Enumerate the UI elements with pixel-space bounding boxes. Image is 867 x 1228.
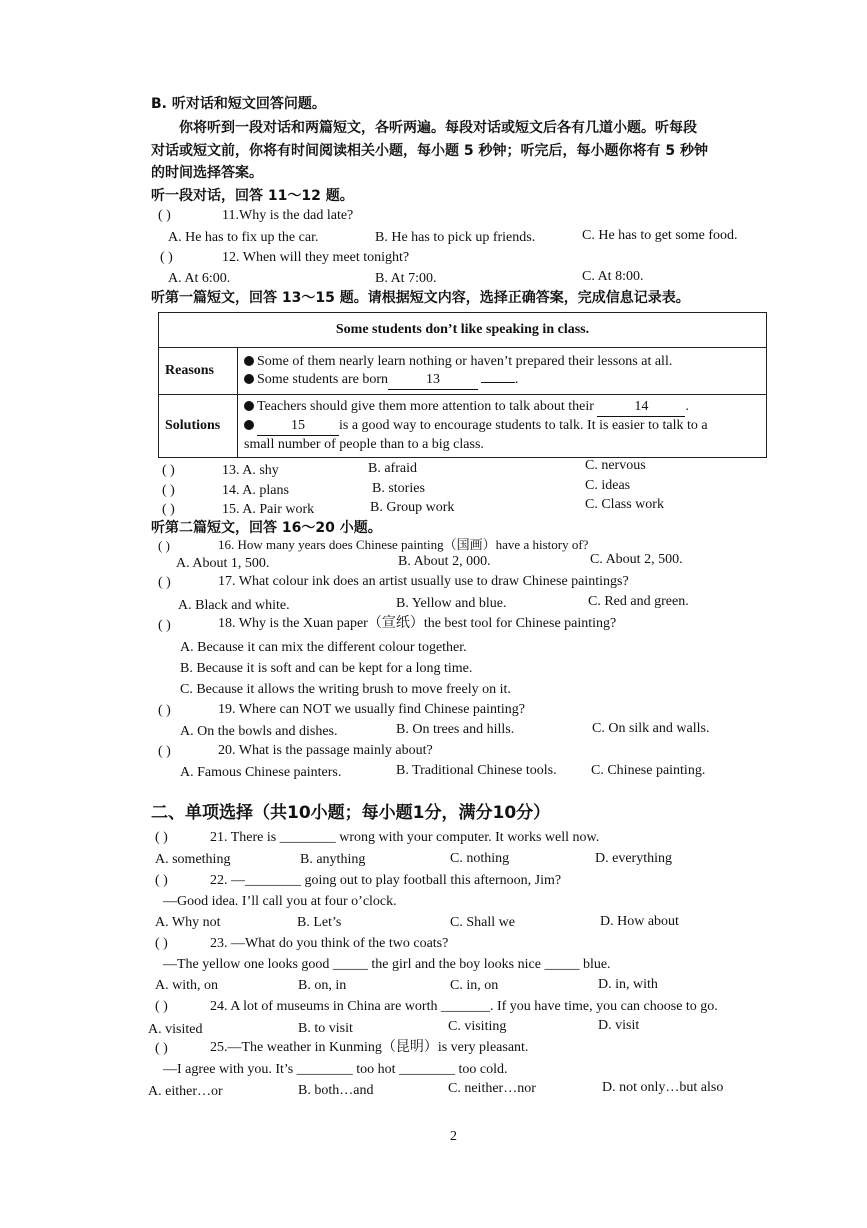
reasons-cell: Some of them nearly learn nothing or haven’t prepared their lessons at all. Some students are born 13 .: [238, 348, 767, 395]
q23-option-b: B. on, in: [298, 978, 347, 993]
q24-option-b: B. to visit: [298, 1021, 353, 1036]
q21-option-c: C. nothing: [450, 851, 510, 866]
q25-option-d: D. not only…but also: [602, 1080, 724, 1095]
q25-option-b: B. both…and: [298, 1083, 374, 1098]
q15-option-b: B. Group work: [370, 500, 455, 515]
solution-1-text: Teachers should give them more attention to talk about their: [257, 399, 594, 414]
q22-question: 22. —________ going out to play football this afternoon, Jim?: [210, 873, 562, 888]
bullet-icon: [244, 401, 254, 411]
q20-answer-paren[interactable]: ( ): [158, 744, 171, 759]
q20-option-c: C. Chinese painting.: [591, 763, 706, 778]
q21-question: 21. There is ________ wrong with your computer. It works well now.: [210, 830, 600, 845]
info-record-table: [158, 312, 767, 458]
q11-question: 11.Why is the dad late?: [222, 208, 354, 223]
q23-option-c: C. in, on: [450, 978, 499, 993]
q23-reply: —The yellow one looks good _____ the girl and the boy looks nice _____ blue.: [163, 957, 611, 972]
q15-option-a: 15. A. Pair work: [222, 502, 315, 517]
q19-answer-paren[interactable]: ( ): [158, 703, 171, 718]
q14-option-a: 14. A. plans: [222, 483, 289, 498]
q16-option-c: C. About 2, 500.: [590, 552, 683, 567]
q13-option-b: B. afraid: [368, 461, 417, 476]
q21-option-a: A. something: [155, 852, 231, 867]
q13-option-a: 13. A. shy: [222, 463, 279, 478]
q12-option-c: C. At 8:00.: [582, 269, 644, 284]
q23-question: 23. —What do you think of the two coats?: [210, 936, 449, 951]
q11-answer-paren[interactable]: ( ): [158, 208, 171, 223]
q18-answer-paren[interactable]: ( ): [158, 618, 171, 633]
q21-option-b: B. anything: [300, 852, 366, 867]
q24-option-a: A. visited: [148, 1022, 203, 1037]
q24-question: 24. A lot of museums in China are worth _______. If you have time, you can choose to go.: [210, 999, 718, 1014]
instruction-line-1: 你将听到一段对话和两篇短文，各听两遍。每段对话或短文后各有几道小题。听每段: [179, 120, 697, 136]
q17-option-a: A. Black and white.: [178, 598, 290, 613]
q24-option-d: D. visit: [598, 1018, 640, 1033]
q23-option-d: D. in, with: [598, 977, 658, 992]
q22-option-c: C. Shall we: [450, 915, 515, 930]
q15-option-c: C. Class work: [585, 497, 664, 512]
q16-question: 16. How many years does Chinese painting（国画）have a history of?: [218, 537, 589, 552]
table-header: Some students don’t like speaking in class.: [159, 313, 767, 348]
q25-answer-paren[interactable]: ( ): [155, 1041, 168, 1056]
part2-title: 二、单项选择（共10小题；每小题1分，满分10分）: [151, 803, 551, 823]
q22-option-a: A. Why not: [155, 915, 221, 930]
q25-option-c: C. neither…nor: [448, 1081, 536, 1096]
q22-answer-paren[interactable]: ( ): [155, 873, 168, 888]
bullet-icon: [244, 374, 254, 384]
q16-option-b: B. About 2, 000.: [398, 554, 491, 569]
q17-option-c: C. Red and green.: [588, 594, 689, 609]
q22-option-d: D. How about: [600, 914, 679, 929]
q21-answer-paren[interactable]: ( ): [155, 830, 168, 845]
reasons-label: Reasons: [159, 348, 238, 395]
q18-option-c: C. Because it allows the writing brush to move freely on it.: [180, 682, 511, 697]
q25-reply: —I agree with you. It’s ________ too hot ________ too cold.: [163, 1062, 508, 1077]
q24-option-c: C. visiting: [448, 1019, 507, 1034]
q17-answer-paren[interactable]: ( ): [158, 575, 171, 590]
q13-answer-paren[interactable]: ( ): [162, 463, 175, 478]
q22-option-b: B. Let’s: [297, 915, 342, 930]
q25-option-a: A. either…or: [148, 1084, 223, 1099]
q21-option-d: D. everything: [595, 851, 672, 866]
q14-option-c: C. ideas: [585, 478, 631, 493]
passage1-heading: 听第一篇短文，回答 13～15 题。请根据短文内容，选择正确答案，完成信息记录表。: [151, 290, 690, 306]
page-number: 2: [450, 1129, 457, 1144]
q11-option-b: B. He has to pick up friends.: [375, 230, 536, 245]
blank-13[interactable]: 13: [388, 371, 478, 390]
q22-reply: —Good idea. I’ll call you at four o’clock.: [163, 894, 397, 909]
q18-question: 18. Why is the Xuan paper（宣纸）the best tool for Chinese painting?: [218, 616, 617, 631]
q12-option-a: A. At 6:00.: [168, 271, 231, 286]
q11-option-c: C. He has to get some food.: [582, 228, 738, 243]
reason-2-text: Some students are born: [257, 371, 389, 387]
q18-option-a: A. Because it can mix the different colour together.: [180, 640, 467, 655]
solutions-label: Solutions: [159, 395, 238, 458]
q23-answer-paren[interactable]: ( ): [155, 936, 168, 951]
q14-answer-paren[interactable]: ( ): [162, 483, 175, 498]
q14-option-b: B. stories: [372, 481, 425, 496]
blank-15[interactable]: 15: [257, 417, 339, 436]
q15-answer-paren[interactable]: ( ): [162, 502, 175, 517]
instruction-line-2: 对话或短文前，你将有时间阅读相关小题，每小题 5 秒钟；听完后，每小题你将有 5 秒钟: [151, 143, 708, 159]
solutions-cell: Teachers should give them more attention to talk about their 14 . 15 is a good way to encourage students to talk. It is easier to talk to a small number of people than to a big class.: [238, 395, 767, 458]
instruction-line-3: 的时间选择答案。: [151, 165, 263, 181]
q24-answer-paren[interactable]: ( ): [155, 999, 168, 1014]
bullet-icon: [244, 420, 254, 430]
q12-question: 12. When will they meet tonight?: [222, 250, 410, 265]
q11-option-a: A. He has to fix up the car.: [168, 230, 319, 245]
q19-option-c: C. On silk and walls.: [592, 721, 710, 736]
q17-option-b: B. Yellow and blue.: [396, 596, 507, 611]
reason-1: Some of them nearly learn nothing or haven’t prepared their lessons at all.: [257, 353, 673, 369]
q20-option-b: B. Traditional Chinese tools.: [396, 763, 557, 778]
section-b-title: B. 听对话和短文回答问题。: [151, 96, 326, 112]
q23-option-a: A. with, on: [155, 978, 218, 993]
q19-option-a: A. On the bowls and dishes.: [180, 724, 338, 739]
dialogue-heading: 听一段对话，回答 11～12 题。: [151, 188, 354, 204]
blank-14[interactable]: 14: [597, 398, 685, 417]
q17-question: 17. What colour ink does an artist usually use to draw Chinese paintings?: [218, 574, 629, 589]
q16-answer-paren[interactable]: ( ): [158, 538, 170, 553]
q20-option-a: A. Famous Chinese painters.: [180, 765, 342, 780]
q19-option-b: B. On trees and hills.: [396, 722, 515, 737]
passage2-heading: 听第二篇短文，回答 16～20 小题。: [151, 520, 382, 536]
q12-option-b: B. At 7:00.: [375, 271, 437, 286]
q20-question: 20. What is the passage mainly about?: [218, 743, 433, 758]
q12-answer-paren[interactable]: ( ): [160, 250, 173, 265]
q19-question: 19. Where can NOT we usually find Chinese painting?: [218, 702, 526, 717]
solution-2-text: is a good way to encourage students to talk. It is easier to talk to a: [339, 418, 708, 433]
q25-question: 25.—The weather in Kunming（昆明）is very pleasant.: [210, 1040, 529, 1055]
q13-option-c: C. nervous: [585, 458, 646, 473]
q18-option-b: B. Because it is soft and can be kept for a long time.: [180, 661, 473, 676]
bullet-icon: [244, 356, 254, 366]
solution-2-line-2: small number of people than to a big class.: [244, 437, 484, 452]
q16-option-a: A. About 1, 500.: [176, 556, 270, 571]
blank-13-tail: [481, 382, 515, 383]
